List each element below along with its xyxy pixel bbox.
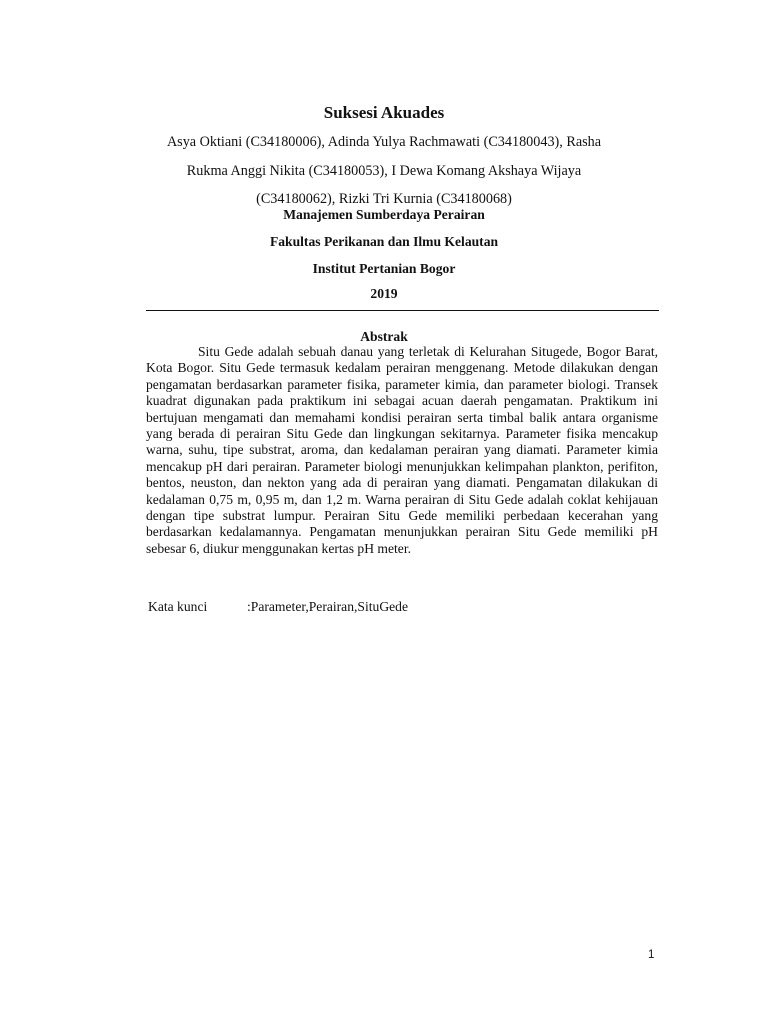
paper-title: Suksesi Akuades <box>323 103 445 122</box>
abstract-heading: Abstrak <box>360 329 408 344</box>
keywords-label: Kata kunci <box>148 599 208 614</box>
institution-name: Institut Pertanian Bogor <box>312 261 456 276</box>
keywords-value: :Parameter,Perairan,SituGede <box>247 599 409 614</box>
abstract-body: Situ Gede adalah sebuah danau yang terletak di Kelurahan Situgede, Bogor Barat, Kota Bogor. Situ Gede termasuk kedalam perairan menggenang. Metode dilakukan dengan pengamatan berdasarkan parameter fisika, parameter kimia, dan parameter biologi. Transek kuadrat digunakan pada praktikum ini sebagai acuan daerah pengamatan. Praktikum ini bertujuan mengamati dan memahami kondisi perairan serta timbal balik antara organisme yang berada di perairan Situ Gede dan lingkungan sekitarnya. Parameter fisika mencakup warna, suhu, tipe substrat, aroma, dan kedalaman perairan yang diamati. Parameter kimia mencakup pH dari perairan. Parameter biologi menunjukkan kelimpahan plankton, perifiton, bentos, neuston, dan nekton yang ada di perairan yang diamati. Pengamatan dilakukan di kedalaman 0,75 m, 0,95 m, dan 1,2 m. Warna perairan di Situ Gede adalah coklat kehijauan dengan tipe substrat lumpur. Perairan Situ Gede memiliki perbedaan kecerahan yang berdasarkan kedalamannya. Pengamatan menunjukkan perairan Situ Gede memiliki pH sebesar 6, diukur menggunakan kertas pH meter. <box>146 344 658 556</box>
author-list: Asya Oktiani (C34180006), Adinda Yulya Rachmawati (C34180043), Rasha Rukma Anggi Nikita (C34180053), I Dewa Komang Akshaya Wijaya (C34180062), Rizki Tri Kurnia (C34180068) <box>166 134 602 207</box>
department-name: Manajemen Sumberdaya Perairan <box>283 207 485 222</box>
keywords-line <box>148 598 408 615</box>
header-divider <box>146 310 659 311</box>
faculty-name: Fakultas Perikanan dan Ilmu Kelautan <box>269 234 499 249</box>
page-number: 1 <box>648 949 655 961</box>
publication-year: 2019 <box>370 286 398 301</box>
